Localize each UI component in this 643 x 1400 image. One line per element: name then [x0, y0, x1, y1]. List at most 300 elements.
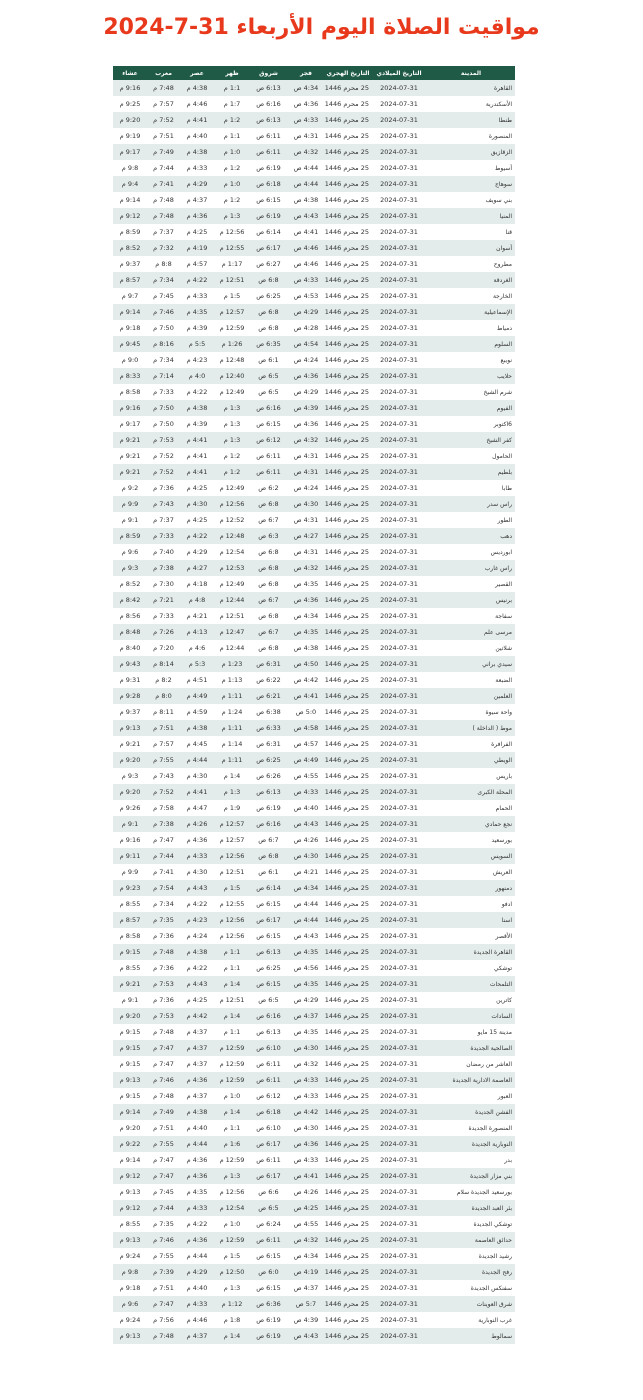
- cell-gregorian-date: 2024-07-31: [371, 1280, 427, 1296]
- cell-asr: 4:29 م: [180, 544, 214, 560]
- cell-maghrib: 7:47 م: [147, 1168, 180, 1184]
- cell-city: الضبعة: [427, 672, 515, 688]
- cell-gregorian-date: 2024-07-31: [371, 384, 427, 400]
- cell-isha: 8:57 م: [113, 912, 147, 928]
- cell-asr: 4:40 م: [180, 1280, 214, 1296]
- cell-fajr: 4:34 ص: [287, 880, 325, 896]
- table-row: [113, 448, 515, 464]
- cell-isha: 9:8 م: [113, 160, 147, 176]
- cell-isha: 9:18 م: [113, 320, 147, 336]
- cell-asr: 4:23 م: [180, 352, 214, 368]
- cell-gregorian-date: 2024-07-31: [371, 688, 427, 704]
- cell-dhuhr: 1:3 م: [214, 416, 250, 432]
- cell-hijri-date: 25 محرم 1446: [325, 80, 371, 96]
- cell-isha: 8:42 م: [113, 592, 147, 608]
- cell-isha: 9:19 م: [113, 128, 147, 144]
- cell-city: طابا: [427, 480, 515, 496]
- cell-isha: 8:57 م: [113, 272, 147, 288]
- cell-hijri-date: 25 محرم 1446: [325, 176, 371, 192]
- table-row: [113, 880, 515, 896]
- cell-gregorian-date: 2024-07-31: [371, 944, 427, 960]
- cell-city: شلاتين: [427, 640, 515, 656]
- cell-city: الأسكندرية: [427, 96, 515, 112]
- cell-sunrise: 6:25 ص: [250, 752, 287, 768]
- cell-sunrise: 6:8 ص: [250, 848, 287, 864]
- cell-gregorian-date: 2024-07-31: [371, 304, 427, 320]
- cell-fajr: 4:34 ص: [287, 1248, 325, 1264]
- cell-dhuhr: 1:1 م: [214, 1120, 250, 1136]
- cell-gregorian-date: 2024-07-31: [371, 608, 427, 624]
- cell-asr: 4:38 م: [180, 720, 214, 736]
- cell-dhuhr: 12:44 م: [214, 592, 250, 608]
- cell-gregorian-date: 2024-07-31: [371, 1328, 427, 1344]
- cell-gregorian-date: 2024-07-31: [371, 864, 427, 880]
- cell-asr: 5:5 م: [180, 336, 214, 352]
- cell-isha: 8:59 م: [113, 528, 147, 544]
- cell-hijri-date: 25 محرم 1446: [325, 1104, 371, 1120]
- cell-gregorian-date: 2024-07-31: [371, 752, 427, 768]
- table-row: [113, 1216, 515, 1232]
- cell-gregorian-date: 2024-07-31: [371, 928, 427, 944]
- table-row: [113, 784, 515, 800]
- cell-fajr: 4:46 ص: [287, 256, 325, 272]
- cell-sunrise: 6:3 ص: [250, 528, 287, 544]
- cell-gregorian-date: 2024-07-31: [371, 576, 427, 592]
- cell-isha: 8:40 م: [113, 640, 147, 656]
- cell-hijri-date: 25 محرم 1446: [325, 640, 371, 656]
- cell-sunrise: 6:15 ص: [250, 1248, 287, 1264]
- cell-asr: 4:37 م: [180, 1088, 214, 1104]
- cell-gregorian-date: 2024-07-31: [371, 1296, 427, 1312]
- cell-asr: 4:41 م: [180, 112, 214, 128]
- cell-maghrib: 7:50 م: [147, 416, 180, 432]
- cell-city: القصير: [427, 576, 515, 592]
- cell-gregorian-date: 2024-07-31: [371, 432, 427, 448]
- table-row: [113, 1200, 515, 1216]
- cell-gregorian-date: 2024-07-31: [371, 448, 427, 464]
- cell-sunrise: 6:5 ص: [250, 384, 287, 400]
- cell-dhuhr: 1:3 م: [214, 1168, 250, 1184]
- cell-hijri-date: 25 محرم 1446: [325, 112, 371, 128]
- cell-isha: 9:6 م: [113, 544, 147, 560]
- table-row: [113, 1184, 515, 1200]
- cell-hijri-date: 25 محرم 1446: [325, 544, 371, 560]
- cell-isha: 9:15 م: [113, 1088, 147, 1104]
- cell-maghrib: 7:37 م: [147, 224, 180, 240]
- cell-sunrise: 6:16 ص: [250, 400, 287, 416]
- cell-asr: 4:38 م: [180, 944, 214, 960]
- cell-asr: 4:29 م: [180, 176, 214, 192]
- cell-gregorian-date: 2024-07-31: [371, 496, 427, 512]
- cell-dhuhr: 1:1 م: [214, 960, 250, 976]
- cell-dhuhr: 1:3 م: [214, 432, 250, 448]
- cell-fajr: 4:30 ص: [287, 496, 325, 512]
- cell-dhuhr: 1:0 م: [214, 1088, 250, 1104]
- cell-city: العاشر من رمضان: [427, 1056, 515, 1072]
- cell-asr: 4:46 م: [180, 96, 214, 112]
- table-row: [113, 1104, 515, 1120]
- header-isha: عشاء: [113, 66, 147, 80]
- cell-hijri-date: 25 محرم 1446: [325, 1312, 371, 1328]
- header-city: المدينة: [427, 66, 515, 80]
- cell-maghrib: 7:50 م: [147, 320, 180, 336]
- cell-asr: 4:39 م: [180, 320, 214, 336]
- cell-dhuhr: 1:17 م: [214, 256, 250, 272]
- cell-dhuhr: 12:52 م: [214, 512, 250, 528]
- table-row: [113, 1120, 515, 1136]
- cell-city: ادفو: [427, 896, 515, 912]
- cell-asr: 4:44 م: [180, 752, 214, 768]
- cell-city: حدائق العاصمة: [427, 1232, 515, 1248]
- cell-gregorian-date: 2024-07-31: [371, 832, 427, 848]
- cell-gregorian-date: 2024-07-31: [371, 1152, 427, 1168]
- cell-dhuhr: 12:57 م: [214, 304, 250, 320]
- cell-dhuhr: 1:4 م: [214, 768, 250, 784]
- cell-gregorian-date: 2024-07-31: [371, 176, 427, 192]
- cell-sunrise: 6:15 ص: [250, 416, 287, 432]
- cell-hijri-date: 25 محرم 1446: [325, 736, 371, 752]
- cell-maghrib: 7:45 م: [147, 288, 180, 304]
- cell-maghrib: 7:43 م: [147, 768, 180, 784]
- cell-maghrib: 7:34 م: [147, 352, 180, 368]
- cell-asr: 4:35 م: [180, 1184, 214, 1200]
- table-row: [113, 1312, 515, 1328]
- cell-asr: 4:6 م: [180, 640, 214, 656]
- cell-city: غرب النوبارية: [427, 1312, 515, 1328]
- cell-isha: 8:48 م: [113, 624, 147, 640]
- header-asr: عصر: [180, 66, 214, 80]
- cell-city: الإسماعيلية: [427, 304, 515, 320]
- cell-maghrib: 7:33 م: [147, 608, 180, 624]
- cell-maghrib: 7:46 م: [147, 1232, 180, 1248]
- cell-dhuhr: 12:49 م: [214, 384, 250, 400]
- cell-dhuhr: 1:14 م: [214, 736, 250, 752]
- cell-city: مطروح: [427, 256, 515, 272]
- cell-gregorian-date: 2024-07-31: [371, 512, 427, 528]
- cell-maghrib: 7:38 م: [147, 816, 180, 832]
- cell-sunrise: 6:1 ص: [250, 864, 287, 880]
- cell-gregorian-date: 2024-07-31: [371, 464, 427, 480]
- header-hijri-date: التاريخ الهجري: [325, 66, 371, 80]
- table-row: [113, 1072, 515, 1088]
- cell-maghrib: 7:55 م: [147, 1248, 180, 1264]
- cell-sunrise: 6:13 ص: [250, 112, 287, 128]
- cell-dhuhr: 1:11 م: [214, 720, 250, 736]
- table-row: [113, 832, 515, 848]
- table-row: [113, 320, 515, 336]
- cell-asr: 4:40 م: [180, 128, 214, 144]
- cell-isha: 9:4 م: [113, 176, 147, 192]
- cell-fajr: 4:19 ص: [287, 1264, 325, 1280]
- cell-city: اسنا: [427, 912, 515, 928]
- cell-city: سوهاج: [427, 176, 515, 192]
- cell-fajr: 5:7 ص: [287, 1296, 325, 1312]
- cell-sunrise: 6:16 ص: [250, 1008, 287, 1024]
- cell-dhuhr: 12:56 م: [214, 912, 250, 928]
- cell-isha: 9:8 م: [113, 1264, 147, 1280]
- cell-sunrise: 6:18 ص: [250, 176, 287, 192]
- cell-isha: 8:58 م: [113, 384, 147, 400]
- cell-city: الصالحية الجديدة: [427, 1040, 515, 1056]
- cell-asr: 4:0 م: [180, 368, 214, 384]
- cell-fajr: 4:58 ص: [287, 720, 325, 736]
- cell-maghrib: 7:34 م: [147, 896, 180, 912]
- cell-dhuhr: 12:59 م: [214, 1152, 250, 1168]
- cell-dhuhr: 1:4 م: [214, 976, 250, 992]
- cell-city: الزقازيق: [427, 144, 515, 160]
- cell-maghrib: 7:52 م: [147, 784, 180, 800]
- cell-gregorian-date: 2024-07-31: [371, 1040, 427, 1056]
- cell-sunrise: 6:7 ص: [250, 592, 287, 608]
- cell-asr: 4:59 م: [180, 704, 214, 720]
- cell-isha: 9:21 م: [113, 464, 147, 480]
- cell-sunrise: 6:15 ص: [250, 1280, 287, 1296]
- cell-fajr: 4:27 ص: [287, 528, 325, 544]
- cell-gregorian-date: 2024-07-31: [371, 704, 427, 720]
- table-row: [113, 1328, 515, 1344]
- cell-dhuhr: 1:4 م: [214, 1328, 250, 1344]
- cell-hijri-date: 25 محرم 1446: [325, 1152, 371, 1168]
- cell-dhuhr: 12:59 م: [214, 320, 250, 336]
- cell-asr: 4:47 م: [180, 800, 214, 816]
- cell-sunrise: 6:31 ص: [250, 736, 287, 752]
- table-row: [113, 736, 515, 752]
- cell-fajr: 4:34 ص: [287, 80, 325, 96]
- cell-isha: 9:21 م: [113, 432, 147, 448]
- cell-gregorian-date: 2024-07-31: [371, 1136, 427, 1152]
- cell-gregorian-date: 2024-07-31: [371, 1248, 427, 1264]
- cell-fajr: 4:29 ص: [287, 304, 325, 320]
- cell-city: بلطيم: [427, 464, 515, 480]
- cell-gregorian-date: 2024-07-31: [371, 1024, 427, 1040]
- cell-sunrise: 6:13 ص: [250, 784, 287, 800]
- cell-gregorian-date: 2024-07-31: [371, 480, 427, 496]
- cell-dhuhr: 12:47 م: [214, 624, 250, 640]
- cell-gregorian-date: 2024-07-31: [371, 1312, 427, 1328]
- cell-asr: 4:24 م: [180, 928, 214, 944]
- cell-hijri-date: 25 محرم 1446: [325, 400, 371, 416]
- cell-sunrise: 6:12 ص: [250, 432, 287, 448]
- cell-fajr: 4:35 ص: [287, 976, 325, 992]
- cell-hijri-date: 25 محرم 1446: [325, 336, 371, 352]
- table-row: [113, 608, 515, 624]
- cell-fajr: 4:35 ص: [287, 944, 325, 960]
- cell-isha: 9:20 م: [113, 1120, 147, 1136]
- cell-asr: 4:37 م: [180, 1040, 214, 1056]
- cell-asr: 4:36 م: [180, 1232, 214, 1248]
- cell-isha: 9:26 م: [113, 800, 147, 816]
- cell-isha: 9:20 م: [113, 752, 147, 768]
- cell-hijri-date: 25 محرم 1446: [325, 208, 371, 224]
- cell-maghrib: 7:46 م: [147, 304, 180, 320]
- cell-hijri-date: 25 محرم 1446: [325, 1328, 371, 1344]
- table-row: [113, 192, 515, 208]
- cell-fajr: 4:35 ص: [287, 1024, 325, 1040]
- table-row: [113, 240, 515, 256]
- cell-isha: 9:43 م: [113, 656, 147, 672]
- cell-asr: 4:22 م: [180, 528, 214, 544]
- header-dhuhr: ظهر: [214, 66, 250, 80]
- table-row: [113, 672, 515, 688]
- cell-isha: 9:15 م: [113, 944, 147, 960]
- cell-city: الأقصر: [427, 928, 515, 944]
- cell-sunrise: 6:5 ص: [250, 368, 287, 384]
- cell-isha: 9:1 م: [113, 992, 147, 1008]
- cell-dhuhr: 1:2 م: [214, 192, 250, 208]
- cell-maghrib: 7:33 م: [147, 384, 180, 400]
- cell-isha: 9:14 م: [113, 192, 147, 208]
- cell-isha: 9:31 م: [113, 672, 147, 688]
- cell-isha: 9:1 م: [113, 512, 147, 528]
- cell-asr: 4:37 م: [180, 1328, 214, 1344]
- table-row: [113, 464, 515, 480]
- cell-asr: 4:33 م: [180, 288, 214, 304]
- cell-sunrise: 6:13 ص: [250, 1024, 287, 1040]
- cell-hijri-date: 25 محرم 1446: [325, 944, 371, 960]
- cell-isha: 9:17 م: [113, 416, 147, 432]
- cell-fajr: 4:32 ص: [287, 1056, 325, 1072]
- cell-gregorian-date: 2024-07-31: [371, 192, 427, 208]
- cell-city: المحلة الكبرى: [427, 784, 515, 800]
- table-row: [113, 1248, 515, 1264]
- cell-maghrib: 7:56 م: [147, 1312, 180, 1328]
- cell-fajr: 4:31 ص: [287, 544, 325, 560]
- cell-asr: 4:30 م: [180, 768, 214, 784]
- cell-maghrib: 7:47 م: [147, 832, 180, 848]
- cell-city: راس غارب: [427, 560, 515, 576]
- cell-city: طنطا: [427, 112, 515, 128]
- table-row: [113, 288, 515, 304]
- cell-sunrise: 6:17 ص: [250, 1168, 287, 1184]
- cell-asr: 4:18 م: [180, 576, 214, 592]
- table-row: [113, 768, 515, 784]
- table-row: [113, 512, 515, 528]
- table-row: [113, 1296, 515, 1312]
- cell-hijri-date: 25 محرم 1446: [325, 992, 371, 1008]
- cell-asr: 4:43 م: [180, 976, 214, 992]
- cell-dhuhr: 1:5 م: [214, 1248, 250, 1264]
- cell-dhuhr: 1:7 م: [214, 96, 250, 112]
- cell-gregorian-date: 2024-07-31: [371, 416, 427, 432]
- cell-sunrise: 6:33 ص: [250, 720, 287, 736]
- cell-asr: 4:36 م: [180, 1168, 214, 1184]
- cell-gregorian-date: 2024-07-31: [371, 368, 427, 384]
- table-row: [113, 208, 515, 224]
- cell-sunrise: 6:11 ص: [250, 1072, 287, 1088]
- cell-hijri-date: 25 محرم 1446: [325, 1088, 371, 1104]
- prayer-times-table: [113, 66, 515, 1344]
- cell-asr: 4:40 م: [180, 1120, 214, 1136]
- cell-dhuhr: 1:24 م: [214, 704, 250, 720]
- table-row: [113, 160, 515, 176]
- cell-hijri-date: 25 محرم 1446: [325, 96, 371, 112]
- cell-isha: 8:55 م: [113, 896, 147, 912]
- cell-gregorian-date: 2024-07-31: [371, 272, 427, 288]
- cell-dhuhr: 1:0 م: [214, 176, 250, 192]
- cell-city: توشكي: [427, 960, 515, 976]
- cell-sunrise: 6:25 ص: [250, 288, 287, 304]
- cell-asr: 5:3 م: [180, 656, 214, 672]
- table-row: [113, 256, 515, 272]
- cell-asr: 4:26 م: [180, 816, 214, 832]
- cell-dhuhr: 12:55 م: [214, 896, 250, 912]
- cell-gregorian-date: 2024-07-31: [371, 160, 427, 176]
- cell-city: الخارجة: [427, 288, 515, 304]
- cell-isha: 8:52 م: [113, 240, 147, 256]
- cell-maghrib: 7:32 م: [147, 240, 180, 256]
- header-gregorian-date: التاريخ الميلادي: [371, 66, 427, 80]
- cell-dhuhr: 1:23 م: [214, 656, 250, 672]
- cell-asr: 4:33 م: [180, 160, 214, 176]
- cell-asr: 4:30 م: [180, 864, 214, 880]
- cell-hijri-date: 25 محرم 1446: [325, 656, 371, 672]
- cell-sunrise: 6:15 ص: [250, 896, 287, 912]
- cell-asr: 4:21 م: [180, 608, 214, 624]
- cell-isha: 9:9 م: [113, 864, 147, 880]
- cell-sunrise: 6:1 ص: [250, 352, 287, 368]
- cell-isha: 9:13 م: [113, 1232, 147, 1248]
- cell-dhuhr: 1:0 م: [214, 144, 250, 160]
- cell-fajr: 4:30 ص: [287, 1040, 325, 1056]
- cell-gregorian-date: 2024-07-31: [371, 736, 427, 752]
- cell-fajr: 4:44 ص: [287, 160, 325, 176]
- cell-sunrise: 6:8 ص: [250, 544, 287, 560]
- cell-dhuhr: 1:2 م: [214, 112, 250, 128]
- cell-isha: 9:45 م: [113, 336, 147, 352]
- cell-fajr: 4:31 ص: [287, 512, 325, 528]
- cell-sunrise: 6:36 ص: [250, 1296, 287, 1312]
- cell-hijri-date: 25 محرم 1446: [325, 688, 371, 704]
- cell-asr: 4:37 م: [180, 192, 214, 208]
- cell-maghrib: 7:36 م: [147, 480, 180, 496]
- cell-city: برنيس: [427, 592, 515, 608]
- cell-dhuhr: 12:54 م: [214, 544, 250, 560]
- table-row: [113, 1040, 515, 1056]
- cell-maghrib: 8:16 م: [147, 336, 180, 352]
- cell-city: بئر العبد الجديدة: [427, 1200, 515, 1216]
- cell-maghrib: 7:55 م: [147, 752, 180, 768]
- cell-asr: 4:45 م: [180, 736, 214, 752]
- table-row: [113, 848, 515, 864]
- cell-gregorian-date: 2024-07-31: [371, 960, 427, 976]
- cell-sunrise: 6:15 ص: [250, 192, 287, 208]
- cell-fajr: 4:43 ص: [287, 1328, 325, 1344]
- cell-hijri-date: 25 محرم 1446: [325, 1248, 371, 1264]
- cell-hijri-date: 25 محرم 1446: [325, 272, 371, 288]
- cell-asr: 4:41 م: [180, 464, 214, 480]
- cell-gregorian-date: 2024-07-31: [371, 624, 427, 640]
- cell-asr: 4:41 م: [180, 448, 214, 464]
- cell-asr: 4:57 م: [180, 256, 214, 272]
- cell-city: موط ( الداخلة ): [427, 720, 515, 736]
- cell-dhuhr: 12:59 م: [214, 1072, 250, 1088]
- cell-dhuhr: 12:53 م: [214, 560, 250, 576]
- cell-fajr: 4:42 ص: [287, 672, 325, 688]
- cell-gregorian-date: 2024-07-31: [371, 336, 427, 352]
- cell-maghrib: 7:46 م: [147, 1072, 180, 1088]
- cell-fajr: 4:26 ص: [287, 1184, 325, 1200]
- table-row: [113, 816, 515, 832]
- cell-hijri-date: 25 محرم 1446: [325, 1232, 371, 1248]
- cell-gregorian-date: 2024-07-31: [371, 1200, 427, 1216]
- cell-gregorian-date: 2024-07-31: [371, 1104, 427, 1120]
- cell-maghrib: 7:47 م: [147, 1040, 180, 1056]
- cell-maghrib: 7:51 م: [147, 1280, 180, 1296]
- cell-maghrib: 7:35 م: [147, 912, 180, 928]
- cell-fajr: 4:44 ص: [287, 912, 325, 928]
- cell-isha: 9:3 م: [113, 768, 147, 784]
- cell-sunrise: 6:11 ص: [250, 1152, 287, 1168]
